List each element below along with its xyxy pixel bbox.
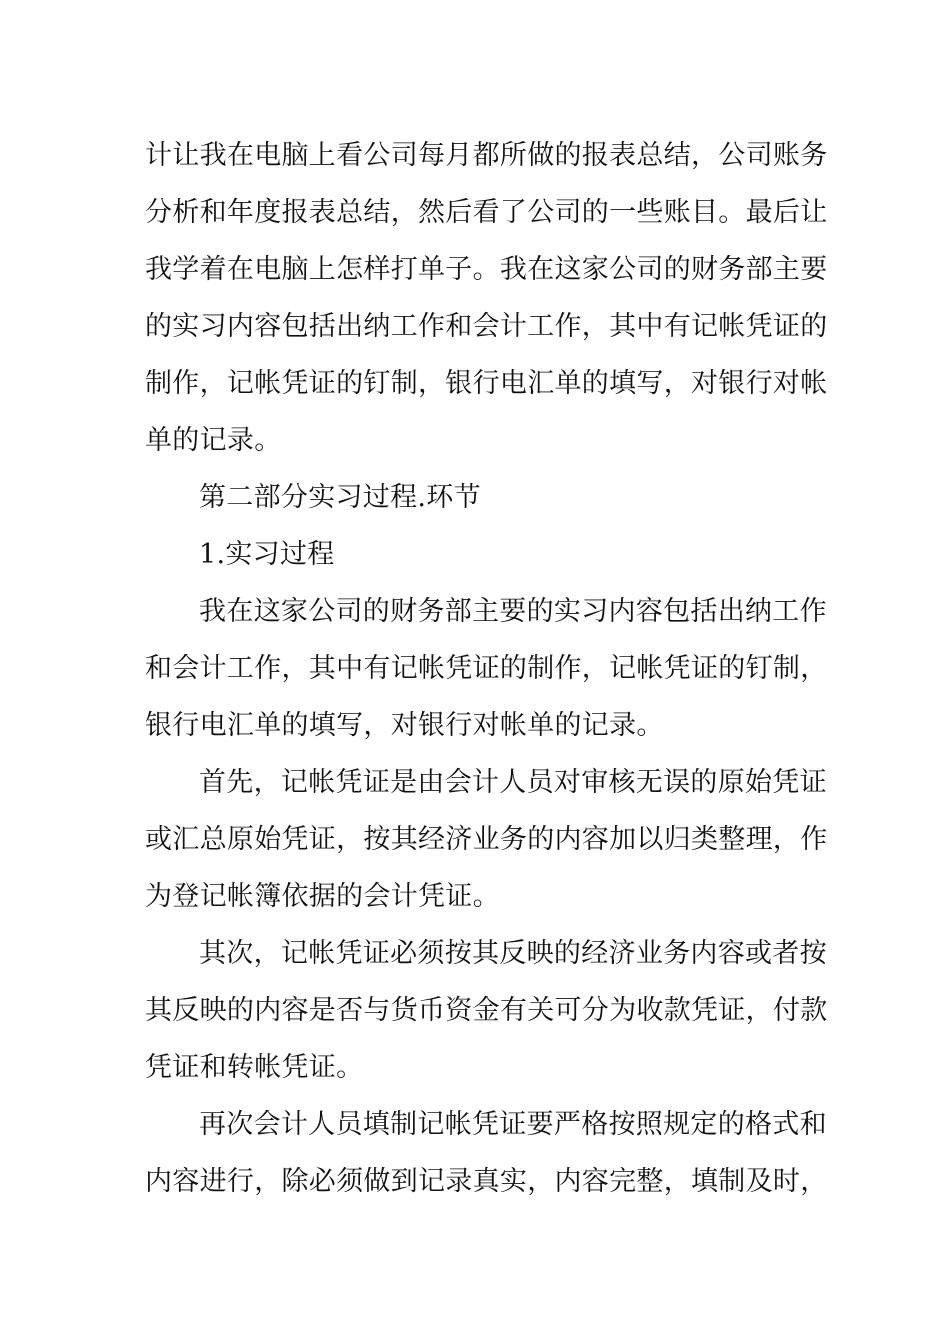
text-line-13: 或汇总原始凭证，按其经济业务的内容加以归类整理，作: [145, 824, 828, 855]
text-line-16: 其反映的内容是否与货币资金有关可分为收款凭证，付款: [145, 995, 828, 1026]
text-line-12: 首先，记帐凭证是由会计人员对审核无误的原始凭证: [199, 767, 827, 798]
text-line-4: 的实习内容包括出纳工作和会计工作，其中有记帐凭证的: [145, 311, 828, 342]
text-line-11: 银行电汇单的填写，对银行对帐单的记录。: [145, 710, 664, 741]
text-line-6: 单的记录。: [145, 425, 282, 456]
text-line-14: 为登记帐簿依据的会计凭证。: [145, 881, 500, 912]
section-heading: 第二部分实习过程.环节: [199, 482, 481, 513]
text-line-10: 和会计工作，其中有记帐凭证的制作，记帐凭证的钉制，: [145, 653, 828, 684]
text-line-17: 凭证和转帐凭证。: [145, 1052, 364, 1083]
text-line-19: 内容进行，除必须做到记录真实，内容完整，填制及时，: [145, 1166, 828, 1197]
document-body: [145, 127, 828, 1210]
text-line-3: 我学着在电脑上怎样打单子。我在这家公司的财务部主要: [145, 254, 828, 285]
text-line-1: 计让我在电脑上看公司每月都所做的报表总结，公司账务: [145, 140, 828, 171]
text-line-15: 其次，记帐凭证必须按其反映的经济业务内容或者按: [199, 938, 827, 969]
text-line-9: 我在这家公司的财务部主要的实习内容包括出纳工作: [199, 596, 827, 627]
text-line-5: 制作，记帐凭证的钉制，银行电汇单的填写，对银行对帐: [145, 368, 828, 399]
text-line-18: 再次会计人员填制记帐凭证要严格按照规定的格式和: [199, 1109, 827, 1140]
subsection-heading: 1.实习过程: [199, 539, 335, 570]
text-line-2: 分析和年度报表总结，然后看了公司的一些账目。最后让: [145, 197, 828, 228]
